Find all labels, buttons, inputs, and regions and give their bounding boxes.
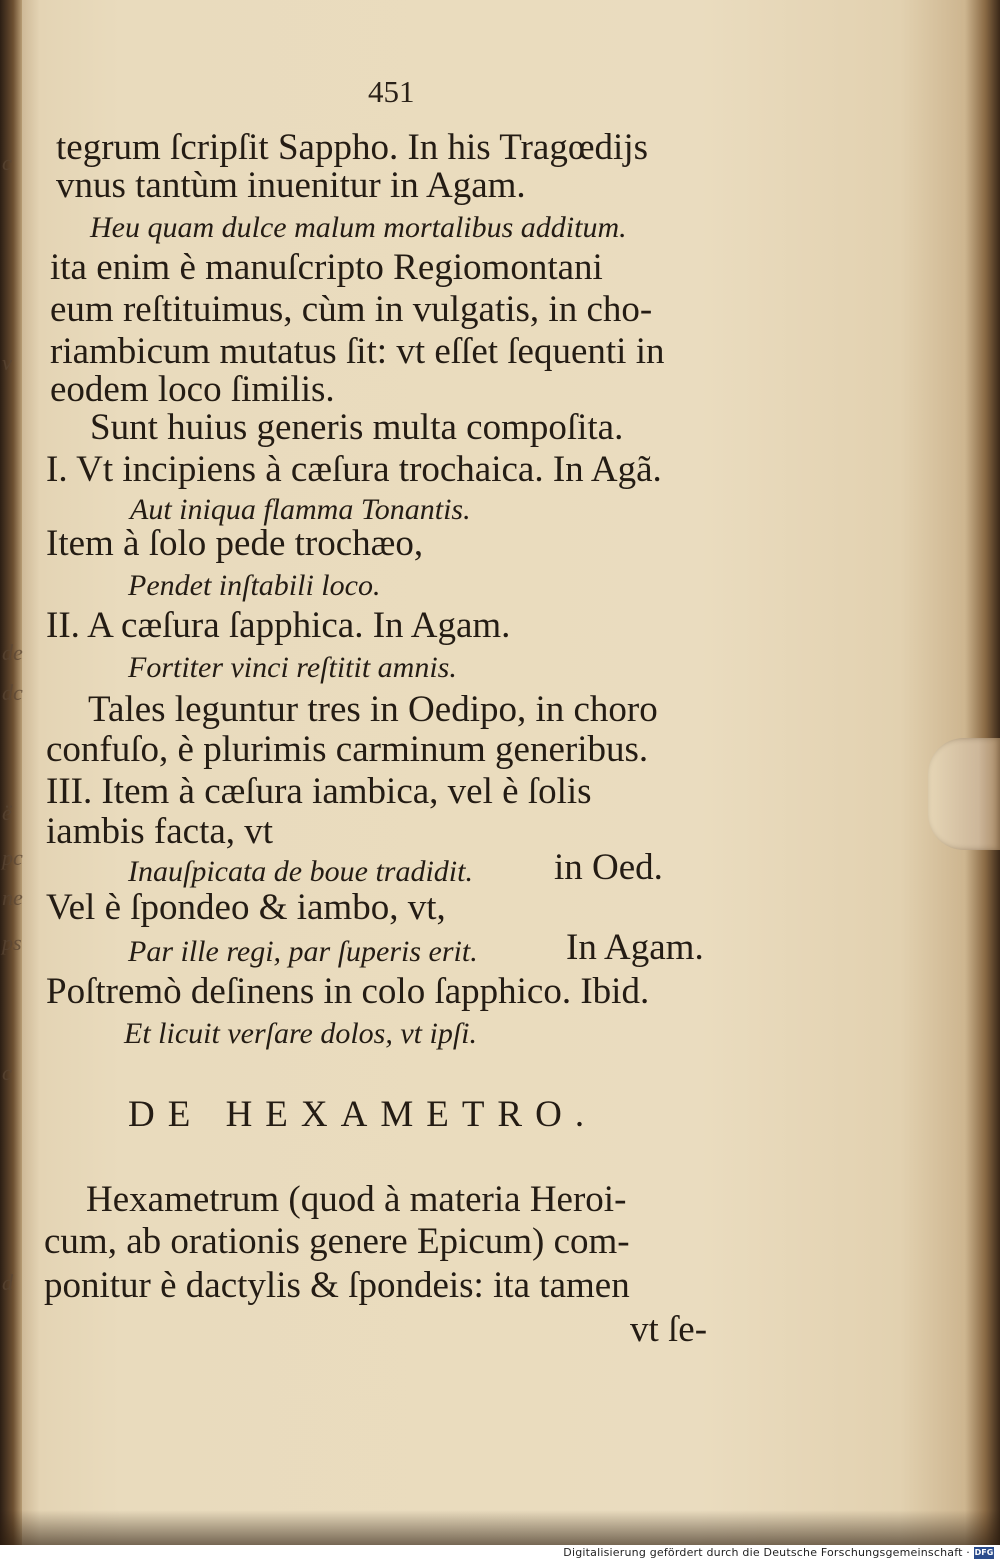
source-reference: In Agam. bbox=[566, 927, 704, 968]
book-gutter-edge bbox=[0, 0, 22, 1545]
page-tab-marker bbox=[928, 738, 1000, 850]
verse-line: Par ille regi, par ſuperis erit. bbox=[128, 935, 478, 968]
dfg-credit: Digitalisierung gefördert durch die Deutsche Forschungsgemeinschaft · bbox=[563, 1546, 970, 1559]
text-line: Hexametrum (quod à materia Heroi- bbox=[86, 1179, 627, 1220]
text-line: ponitur è dactylis & ſpondeis: ita tamen bbox=[44, 1265, 630, 1306]
bleed-through-mark: de bbox=[2, 640, 23, 665]
section-heading: DE HEXAMETRO. bbox=[128, 1094, 598, 1135]
text-line: confuſo, è plurimis carminum generibus. bbox=[46, 729, 649, 770]
text-line: III. Item à cæſura iambica, vel è ſolis bbox=[46, 771, 592, 812]
verse-line: Heu quam dulce malum mortalibus additum. bbox=[90, 211, 627, 244]
verse-line: Inauſpicata de boue tradidit. bbox=[128, 855, 473, 888]
text-line: Poſtremò deſinens in colo ſapphico. Ibid. bbox=[46, 971, 650, 1012]
verse-line: Fortiter vinci reſtitit amnis. bbox=[128, 651, 457, 684]
text-line: iambis facta, vt bbox=[46, 811, 274, 852]
text-line: II. A cæſura ſapphica. In Agam. bbox=[46, 605, 511, 646]
text-line: Vel è ſpondeo & iambo, vt, bbox=[46, 887, 446, 928]
bleed-through-mark: ps bbox=[2, 930, 22, 955]
text-line: eodem loco ſimilis. bbox=[50, 369, 335, 410]
bleed-through-mark: d bbox=[2, 1270, 13, 1295]
text-line: Sunt huius generis multa compoſita. bbox=[90, 407, 624, 448]
text-line: vnus tantùm inuenitur in Agam. bbox=[56, 165, 526, 206]
text-line: Item à ſolo pede trochæo, bbox=[46, 523, 424, 564]
text-line: eum reſtituimus, cùm in vulgatis, in cho- bbox=[50, 289, 653, 330]
text-line: riambicum mutatus ſit: vt eſſet ſequenti in bbox=[50, 331, 665, 372]
bleed-through-mark: v bbox=[2, 350, 12, 375]
text-line: tegrum ſcripſit Sappho. In his Tragœdijs bbox=[56, 127, 648, 168]
bleed-through-mark: c bbox=[2, 1060, 12, 1085]
source-reference: in Oed. bbox=[554, 847, 663, 888]
bleed-through-mark: pc bbox=[2, 845, 23, 870]
verse-line: Aut iniqua flamma Tonantis. bbox=[130, 493, 471, 526]
verse-line: Et licuit verſare dolos, vt ipſi. bbox=[124, 1017, 477, 1050]
page-bottom-shadow bbox=[0, 1510, 1000, 1545]
dfg-logo: DFG bbox=[974, 1548, 994, 1557]
text-line: Tales leguntur tres in Oedipo, in choro bbox=[88, 689, 658, 730]
page-number: 451 bbox=[368, 74, 415, 109]
text-line: cum, ab orationis genere Epicum) com- bbox=[44, 1221, 630, 1262]
catchword: vt ſe- bbox=[630, 1309, 708, 1350]
verse-line: Pendet inſtabili loco. bbox=[128, 569, 381, 602]
text-line: I. Vt incipiens à cæſura trochaica. In Agã. bbox=[46, 449, 662, 490]
bleed-through-mark: dc bbox=[2, 680, 23, 705]
bleed-through-mark: c bbox=[2, 150, 12, 175]
text-line: ita enim è manuſcripto Regiomontani bbox=[50, 247, 603, 288]
bleed-through-mark: ë bbox=[2, 800, 12, 825]
bleed-through-mark: ne bbox=[2, 885, 23, 910]
